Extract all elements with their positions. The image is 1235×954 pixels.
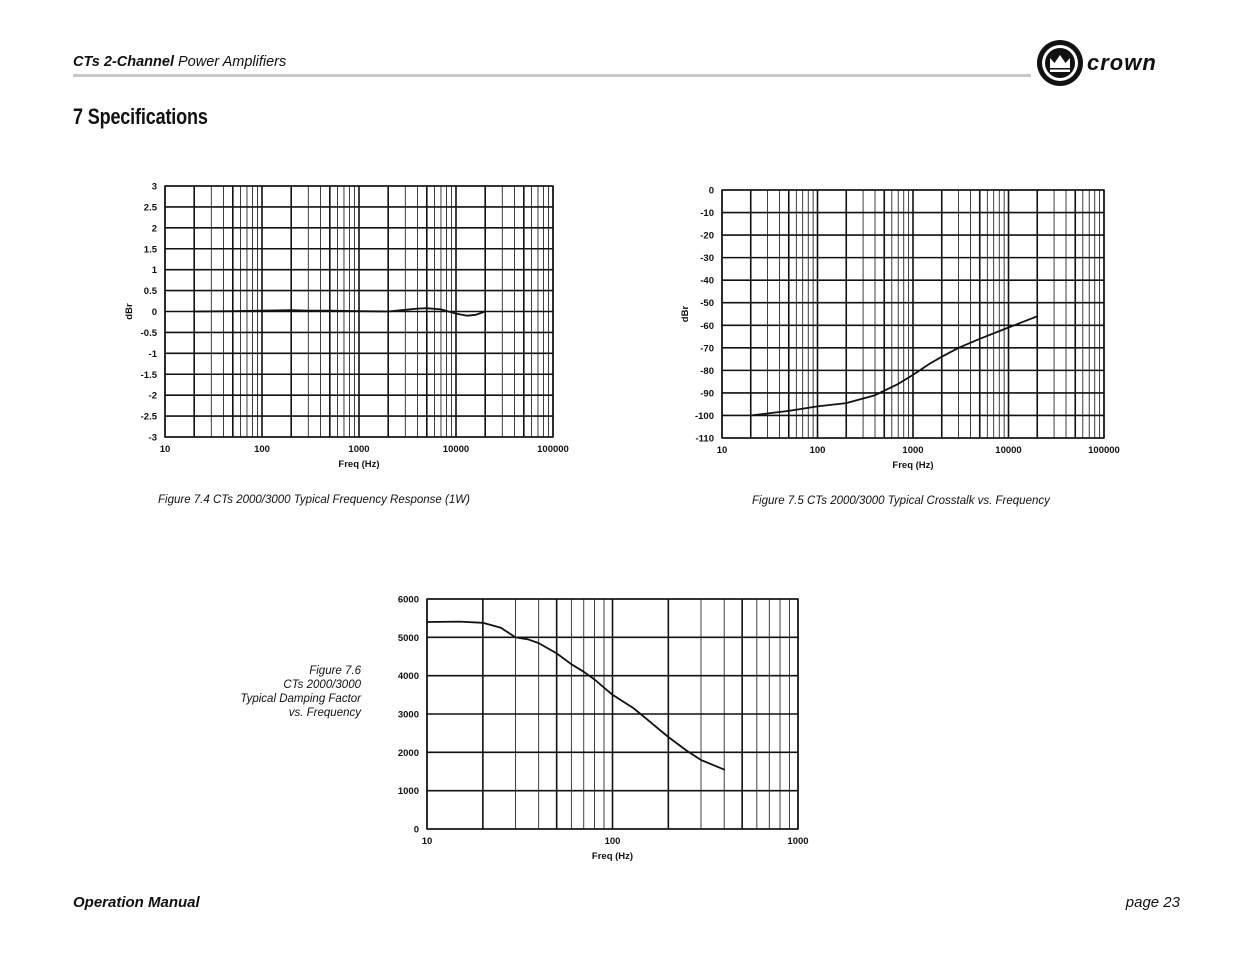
y-tick-label: 1 (151, 265, 157, 277)
x-tick-label: 10 (421, 836, 433, 847)
series-line (751, 316, 1037, 415)
y-tick-label: -90 (700, 388, 714, 400)
header-title-bold: CTs 2-Channel (73, 54, 174, 70)
x-tick-label: 10000 (995, 445, 1022, 456)
y-tick-label: 2000 (397, 747, 419, 759)
y-tick-label: 0 (151, 307, 157, 318)
y-tick-label: 4000 (397, 671, 419, 683)
y-tick-label: 3000 (397, 709, 419, 721)
y-tick-label: -2.5 (140, 411, 157, 423)
crown-logo (1036, 38, 1186, 88)
x-tick-label: 1000 (348, 444, 370, 455)
x-tick-label: 1000 (902, 445, 924, 456)
y-tick-label: -0.5 (140, 327, 157, 339)
caption-line: Figure 7.6 (309, 665, 361, 677)
chart-frequency-response (120, 176, 570, 476)
y-tick-label: -80 (700, 365, 714, 377)
y-tick-label: 2.5 (143, 202, 157, 214)
figure-7-5-caption: Figure 7.5 CTs 2000/3000 Typical Crosstalk vs. Frequency (752, 495, 1050, 507)
figure-7-6-caption (200, 664, 361, 720)
caption-line: Typical Damping Factor (240, 693, 361, 705)
y-tick-label: -100 (694, 410, 714, 422)
x-tick-label: 10 (159, 444, 171, 455)
y-axis-label: dBr (124, 303, 135, 320)
logo-wordmark: crown (1087, 50, 1157, 75)
y-tick-label: 3 (151, 181, 157, 193)
y-tick-label: 6000 (397, 594, 419, 606)
footer-manual-title: Operation Manual (73, 894, 200, 911)
y-tick-label: -3 (148, 432, 157, 444)
caption-line: vs. Frequency (288, 707, 361, 719)
y-axis-label: dBr (680, 305, 691, 323)
y-tick-label: -1 (148, 348, 157, 360)
x-tick-label: 10 (716, 445, 728, 456)
x-tick-label: 100000 (537, 444, 569, 455)
y-tick-label: -70 (700, 343, 714, 355)
y-tick-label: -50 (700, 298, 714, 310)
y-tick-label: -10 (700, 208, 714, 220)
x-tick-label: 100 (604, 836, 621, 847)
y-tick-label: 1.5 (143, 244, 157, 256)
y-tick-label: -1.5 (140, 369, 157, 381)
y-tick-label: 0 (413, 824, 419, 836)
footer-page-number: page 23 (1125, 894, 1180, 911)
y-tick-label: -60 (700, 320, 714, 332)
y-tick-label: -20 (700, 230, 714, 242)
section-title: 7 Specifications (73, 104, 208, 129)
x-tick-label: 1000 (787, 836, 809, 847)
x-tick-label: 100000 (1088, 445, 1120, 456)
header-title-rest: Power Amplifiers (173, 54, 287, 70)
x-axis-label: Freq (Hz) (892, 460, 934, 471)
y-tick-label: 0.5 (143, 286, 157, 298)
figure-7-4-caption: Figure 7.4 CTs 2000/3000 Typical Frequency Response (1W) (158, 494, 470, 506)
chart-crosstalk (676, 180, 1136, 480)
x-tick-label: 100 (809, 445, 826, 456)
header-divider (73, 74, 1031, 77)
chart-damping-factor (380, 588, 820, 868)
header-title (73, 54, 286, 70)
x-axis-label: Freq (Hz) (338, 459, 380, 470)
y-tick-label: 1000 (397, 786, 419, 798)
caption-line: CTs 2000/3000 (283, 679, 361, 691)
y-tick-label: -110 (695, 433, 714, 445)
series-line (427, 622, 724, 770)
x-tick-label: 100 (254, 444, 270, 455)
x-axis-label: Freq (Hz) (591, 851, 634, 862)
x-tick-label: 10000 (442, 444, 470, 455)
y-tick-label: 0 (708, 185, 714, 197)
y-tick-label: -40 (700, 275, 714, 287)
y-tick-label: -2 (148, 390, 157, 402)
y-tick-label: 5000 (397, 632, 419, 644)
y-tick-label: -30 (700, 253, 714, 265)
crown-icon (1037, 40, 1083, 86)
y-tick-label: 2 (151, 223, 157, 235)
